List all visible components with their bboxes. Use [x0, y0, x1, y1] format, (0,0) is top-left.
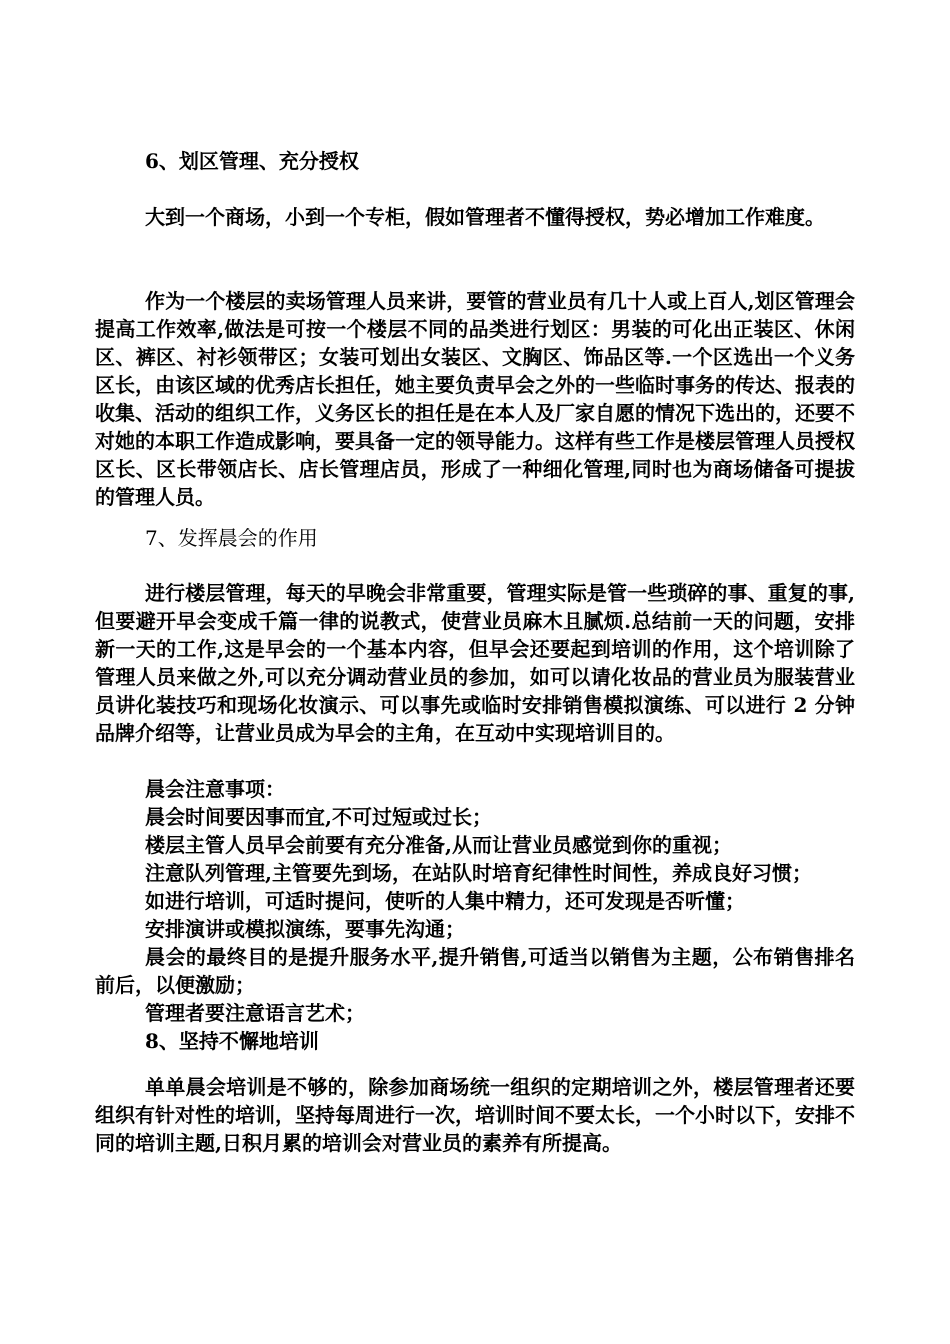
- paragraph-continuous-training: 单单晨会培训是不够的，除参加商场统一组织的定期培训之外，楼层管理者还要组织有针对性的培训，坚持每周进行一次，培训时间不要太长，一个小时以下，安排不同的培训主题,日积月累的培训会对营业员的素养有所提高。: [95, 1075, 855, 1155]
- paragraph-morning-meeting: 进行楼层管理，每天的早晚会非常重要，管理实际是管一些琐碎的事、重复的事,但要避开早会变成千篇一律的说教式，使营业员麻木且腻烦.总结前一天的问题，安排新一天的工作,这是早会的一个基本内容，但早会还要起到培训的作用，这个培训除了管理人员来做之外,可以充分调动营业员的参加，如可以请化妆品的营业员为服装营业员讲化装技巧和现场化妆演示、可以事先或临时安排销售模拟演练、可以进行 2 分钟品牌介绍等，让营业员成为早会的主角，在互动中实现培训目的。: [95, 581, 855, 745]
- note-item: 晨会的最终目的是提升服务水平,提升销售,可适当以销售为主题，公布销售排名前后，以便激励；: [95, 945, 855, 997]
- note-item: 晨会时间要因事而宜,不可过短或过长；: [145, 805, 492, 829]
- section-heading-7: 7、发挥晨会的作用: [145, 526, 318, 550]
- notes-list: [95, 775, 855, 1055]
- note-item: 注意队列管理,主管要先到场，在站队时培育纪律性时间性，养成良好习惯；: [145, 861, 812, 885]
- paragraph-authorization-intro: 大到一个商场，小到一个专柜，假如管理者不懂得授权，势必增加工作难度。: [145, 205, 825, 229]
- section-heading-8: 8、坚持不懈地培训: [145, 1029, 319, 1053]
- note-item: 安排演讲或模拟演练，要事先沟通；: [145, 917, 465, 941]
- note-item: 楼层主管人员早会前要有充分准备,从而让营业员感觉到你的重视；: [145, 833, 732, 857]
- notes-title: 晨会注意事项：: [145, 777, 285, 801]
- note-item: 如进行培训，可适时提问，使听的人集中精力，还可发现是否听懂；: [145, 889, 745, 913]
- paragraph-zone-management: 作为一个楼层的卖场管理人员来讲，要管的营业员有几十人或上百人,划区管理会提高工作效率,做法是可按一个楼层不同的品类进行划区：男装的可化出正装区、休闲区、裤区、衬衫领带区；女装可划出女装区、文胸区、饰品区等.一个区选出一个义务区长，由该区域的优秀店长担任，她主要负责早会之外的一些临时事务的传达、报表的收集、活动的组织工作，义务区长的担任是在本人及厂家自愿的情况下选出的，还要不对她的本职工作造成影响，要具备一定的领导能力。这样有些工作是楼层管理人员授权区长、区长带领店长、店长管理店员，形成了一种细化管理,同时也为商场储备可提拔的管理人员。: [95, 289, 855, 509]
- section-heading-6: 6、划区管理、充分授权: [145, 149, 359, 173]
- note-item: 管理者要注意语言艺术；: [145, 1001, 365, 1025]
